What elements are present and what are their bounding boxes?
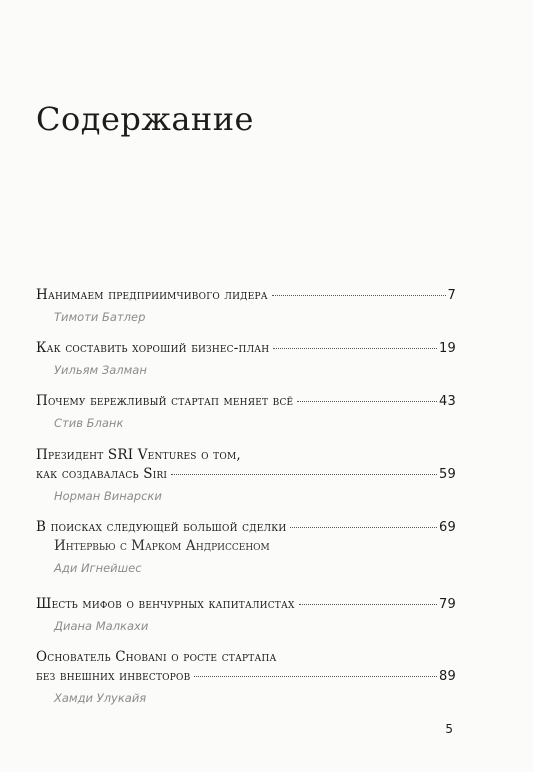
toc-entry-page: 79 — [439, 597, 456, 612]
toc-entry-title: Шесть мифов о венчурных капиталистах — [36, 596, 295, 612]
dot-leader — [297, 400, 437, 402]
toc-entry-title-continued: без внешних инвесторов — [36, 668, 191, 684]
toc-entry-heading — [36, 595, 456, 614]
toc-entry-author: Ади Игнейшес — [54, 561, 142, 575]
toc-entry — [36, 286, 456, 325]
toc-entry-author: Стив Бланк — [54, 416, 124, 430]
toc-entry-heading — [36, 518, 456, 537]
toc-entry-page: 69 — [439, 520, 456, 535]
toc-entry-subtitle: Интервью с Марком Андриссеном — [54, 538, 270, 554]
dot-leader — [171, 473, 437, 475]
toc-entry-page: 7 — [447, 288, 456, 303]
toc-entry-heading-line-1 — [36, 648, 456, 667]
toc-entry — [36, 339, 456, 378]
toc-entry-page: 59 — [439, 467, 456, 482]
toc-entry-author: Уильям Залман — [54, 363, 147, 377]
toc-entry — [36, 648, 456, 706]
dot-leader — [272, 294, 446, 296]
toc-entry-author: Диана Малкахи — [54, 619, 149, 633]
toc-entry — [36, 518, 456, 576]
toc-entry-heading — [36, 286, 456, 305]
toc-entry-page: 19 — [439, 341, 456, 356]
toc-entry-heading-line-1 — [36, 446, 456, 465]
dot-leader — [194, 675, 437, 677]
toc-entry-author: Норман Винарски — [54, 489, 162, 503]
toc-entry-author: Хамди Улукайя — [54, 691, 147, 705]
toc-entry-heading — [36, 667, 456, 686]
toc-entry-title: Нанимаем предприимчивого лидера — [36, 287, 268, 303]
toc-entry-author: Тимоти Батлер — [54, 310, 146, 324]
toc-entry-page: 43 — [439, 394, 456, 409]
toc-entry-title: Основатель Chobani о росте стартапа — [36, 649, 277, 665]
toc-entry — [36, 595, 456, 634]
toc-entry — [36, 446, 456, 504]
toc-entry — [36, 392, 456, 431]
toc-entry-title: Почему бережливый стартап меняет всё — [36, 393, 294, 409]
dot-leader — [290, 526, 437, 528]
toc-entry-title: Как составить хороший бизнес-план — [36, 340, 270, 356]
page-number: 5 — [445, 722, 453, 736]
dot-leader — [273, 347, 437, 349]
page-title: Содержание — [36, 100, 254, 138]
toc-entry-heading — [36, 339, 456, 358]
toc-entry-page: 89 — [439, 669, 456, 684]
toc-entry-title-continued: как создавалась Siri — [36, 466, 168, 482]
toc-entry-heading — [36, 392, 456, 411]
toc-entry-heading — [36, 465, 456, 484]
dot-leader — [299, 603, 437, 605]
toc-entry-title: В поисках следующей большой сделки — [36, 519, 287, 535]
toc-entry-title: Президент SRI Ventures о том, — [36, 447, 241, 463]
